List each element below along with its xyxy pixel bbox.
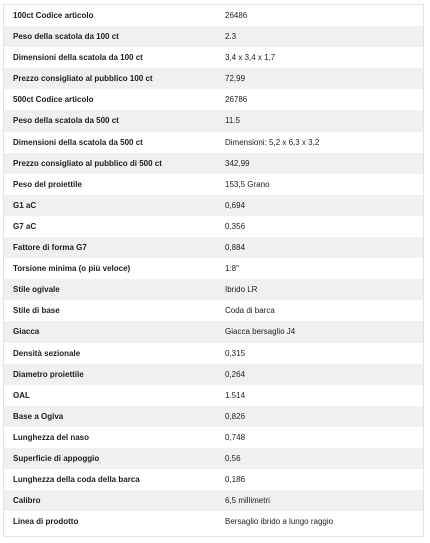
table-row [4,511,423,532]
spec-label: Diametro proiettile [13,369,84,379]
spec-label: Dimensioni della scatola da 100 ct [13,53,143,63]
spec-label: Prezzo consigliato al pubblico di 500 ct [13,158,162,168]
table-row [4,385,423,406]
table-row [4,110,423,131]
table-row [4,5,423,26]
specifications-table [4,5,423,532]
spec-value: 2.3 [225,32,237,42]
spec-value: Dimensioni: 5,2 x 6,3 x 3,2 [225,137,320,147]
table-row [4,26,423,47]
spec-value: 1.514 [225,390,246,400]
spec-label: Base a Ogiva [13,411,64,421]
spec-value: Giacca bersaglio J4 [225,327,296,337]
spec-value: 0,264 [225,369,246,379]
spec-label: G7 aC [13,221,37,231]
spec-label: 100ct Codice articolo [13,11,94,20]
spec-value: Ibrido LR [225,285,258,295]
spec-value: 153,5 Grano [225,179,270,189]
spec-label: Stile di base [13,306,60,316]
spec-label: Lunghezza del naso [13,432,90,442]
specifications-panel [3,4,424,537]
spec-label: Superficie di appoggio [13,453,100,463]
spec-value: 6,5 millimetri [225,496,270,506]
spec-label: Giacca [13,327,40,337]
table-row [4,47,423,68]
spec-value: 0,56 [225,453,241,463]
spec-value: 0,748 [225,432,246,442]
table-row [4,343,423,364]
spec-label: Densità sezionale [13,348,81,358]
spec-value: 72,99 [225,74,246,84]
table-row [4,490,423,511]
spec-value: 1:8" [225,264,239,274]
spec-value: 0,884 [225,243,246,253]
spec-label: Peso del proiettile [13,179,82,189]
spec-label: Peso della scatola da 500 ct [13,116,119,126]
table-row [4,195,423,216]
table-row [4,469,423,490]
spec-label: Lunghezza della coda della barca [13,475,140,485]
spec-label: Dimensioni della scatola da 500 ct [13,137,143,147]
spec-value: 0,186 [225,475,246,485]
spec-value: Bersaglio ibrido a lungo raggio [225,517,334,527]
table-row [4,279,423,300]
table-row [4,427,423,448]
table-row [4,321,423,342]
spec-value: 0,826 [225,411,246,421]
table-row [4,300,423,321]
spec-value: 0,694 [225,200,246,210]
table-row [4,153,423,174]
table-row [4,448,423,469]
spec-label: Fattore di forma G7 [13,243,87,253]
spec-value: 0,315 [225,348,246,358]
spec-label: Peso della scatola da 100 ct [13,32,119,42]
table-row [4,237,423,258]
spec-label: Torsione minima (o più veloce) [13,264,131,274]
specifications-table-body [4,5,423,532]
spec-value: 26486 [225,11,248,20]
table-row [4,406,423,427]
table-row [4,174,423,195]
table-row [4,89,423,110]
table-row [4,132,423,153]
table-row [4,364,423,385]
spec-label: OAL [13,390,30,400]
spec-value: 11.5 [225,116,240,126]
table-row [4,216,423,237]
spec-label: Prezzo consigliato al pubblico 100 ct [13,74,153,84]
table-row [4,68,423,89]
spec-value: 3,4 x 3,4 x 1,7 [225,53,276,63]
spec-label: Stile ogivale [13,285,60,295]
spec-value: Coda di barca [225,306,275,316]
spec-label: G1 aC [13,200,37,210]
spec-value: 0,356 [225,221,246,231]
spec-label: 500ct Codice articolo [13,95,94,105]
spec-value: 342,99 [225,158,250,168]
spec-value: 26786 [225,95,248,105]
spec-label: Calibro [13,496,41,506]
table-row [4,258,423,279]
spec-label: Linea di prodotto [13,517,79,527]
